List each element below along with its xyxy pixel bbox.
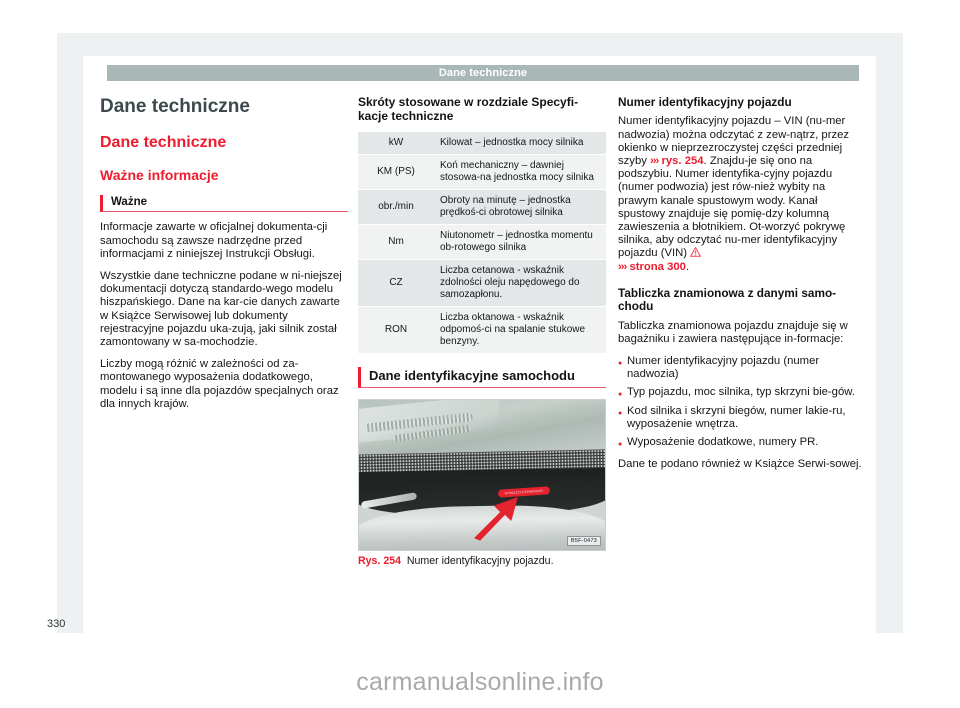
vin-paragraph-part3: . [685, 260, 690, 273]
table-row [358, 307, 606, 354]
page-title: Dane techniczne [100, 96, 250, 117]
middle-column [358, 96, 606, 568]
table-row [358, 260, 606, 307]
figure-caption-ref: Rys. 254 [358, 555, 401, 567]
cross-reference-rys-254[interactable]: rys. 254 [661, 155, 704, 168]
right-column [618, 96, 866, 471]
vin-paragraph-part2: . Znajdu-je się ono na podszybiu. Numer identyfika-cyjny pojazdu (numer podwozia) jest rów-nież wybity na prawym kanale spustowym wody. Kanał spustowy znajduje się pomię-dzy kolumną zawieszenia a błotnikiem. Ot-worzyć pokrywę silnika, aby odczytać nu-mer identyfikacyjny pojazdu (VIN) [618, 155, 846, 260]
table-cell-desc: Koń mechaniczny – dawniej stosowa-na jednostka mocy silnika [434, 155, 606, 190]
abbreviations-heading: Skróty stosowane w rozdziale Specyfi-kacje techniczne [358, 95, 579, 123]
heading-numer-identyfikacyjny: Numer identyfikacyjny pojazdu [618, 95, 792, 109]
pointer-arrow-icon [471, 486, 527, 542]
chevron-right-icon: ››› [650, 155, 659, 168]
figure-caption [358, 555, 606, 568]
figure-code: B5F-0473 [567, 536, 601, 546]
vin-plate-text: WVWZZZ1KZ9W000000 [504, 488, 544, 496]
nameplate-closing-paragraph: Dane te podano również w Książce Serwi-sowej. [618, 458, 862, 471]
warning-triangle-icon [690, 247, 701, 257]
section-box-dane-identyfikacyjne: Dane identyfikacyjne samochodu [358, 367, 606, 388]
table-cell-desc: Kilowat – jednostka mocy silnika [434, 132, 606, 155]
list-item: ● Typ pojazdu, moc silnika, typ skrzyni bie-gów. [618, 386, 866, 399]
list-item: ● Kod silnika i skrzyni biegów, numer lakie-ru, wyposażenie wnętrza. [618, 405, 866, 431]
table-cell-desc: Liczba cetanowa - wskaźnik zdolności oleju napędowego do samozapłonu. [434, 260, 606, 307]
table-row [358, 190, 606, 225]
note-box-title-wazne: Ważne [100, 195, 348, 212]
table-cell-key: obr./min [358, 190, 434, 225]
table-cell-desc: Obroty na minutę – jednostka prędkoś-ci obrotowej silnika [434, 190, 606, 225]
vin-paragraph-part1: Numer identyfikacyjny pojazdu – VIN (nu-mer nadwozia) można odczytać z zew-nątrz, przez okienko w nieprzezroczystej części przedniej szyby [618, 115, 850, 168]
table-cell-key: CZ [358, 260, 434, 307]
left-paragraph-1: Informacje zawarte w oficjalnej dokumenta-cji samochodu są zawsze nadrzędne przed informacjami z niniejszej Instrukcji Obsługi. [100, 221, 328, 260]
table-cell-desc: Niutonometr – jednostka momentu ob-rotowego silnika [434, 225, 606, 260]
chevron-right-icon-2: ››› [618, 260, 627, 273]
table-cell-key: RON [358, 307, 434, 354]
figure-vin-location [358, 399, 606, 568]
table-cell-key: KM (PS) [358, 155, 434, 190]
list-item: ● Numer identyfikacyjny pojazdu (numer nadwozia) [618, 355, 866, 381]
left-column [100, 96, 348, 411]
table-row [358, 225, 606, 260]
nameplate-bullet-list [618, 355, 866, 449]
running-head: Dane techniczne [107, 65, 859, 81]
section-title-dane-techniczne: Dane techniczne [100, 133, 227, 151]
left-paragraph-3: Liczby mogą różnić w zależności od za-montowanego wyposażenia dodatkowego, modelu i są inne dla pojazdów specjalnych oraz dla innych krajów. [100, 358, 339, 410]
left-paragraph-2: Wszystkie dane techniczne podane w ni-niejszej dokumentacji dotyczą standardo-wego modelu hiszpańskiego. Dane na kar-cie danych zawarte w Książce Serwisowej lub dokumenty rejestracyjne pojazdu uka-zują, jaki silnik został zamontowany w sa-mochodzie. [100, 269, 342, 348]
watermark: carmanualsonline.info [356, 668, 604, 696]
abbreviations-table [358, 132, 606, 354]
cross-reference-strona-300[interactable]: strona 300 [629, 260, 686, 273]
table-cell-key: Nm [358, 225, 434, 260]
table-row [358, 132, 606, 155]
nameplate-paragraph: Tabliczka znamionowa pojazdu znajduje się w bagażniku i zawiera następujące in-formacje: [618, 319, 848, 345]
figure-caption-text: Numer identyfikacyjny pojazdu. [406, 555, 554, 567]
heading-tabliczka-znamionowa: Tabliczka znamionowa z danymi samo-chodu [618, 285, 837, 314]
list-item: ● Wyposażenie dodatkowe, numery PR. [618, 436, 866, 449]
table-cell-desc: Liczba oktanowa - wskaźnik odpomoś-ci na spalanie stukowe benzyny. [434, 307, 606, 354]
figure-image [358, 399, 606, 551]
page-number: 330 [47, 618, 66, 630]
section-title-wazne-informacje: Ważne informacje [100, 167, 219, 184]
vin-paragraph [618, 115, 866, 273]
table-cell-key: kW [358, 132, 434, 155]
table-row [358, 155, 606, 190]
